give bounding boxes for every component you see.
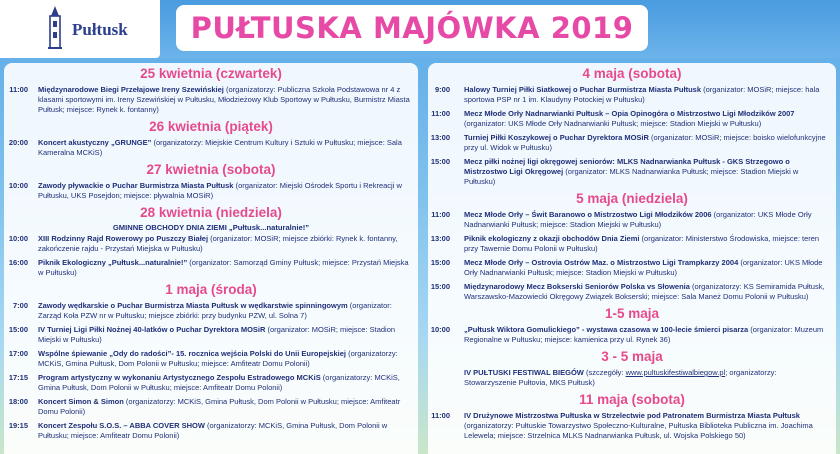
event-item	[428, 368, 836, 388]
header-bar	[0, 0, 840, 58]
logo	[0, 0, 160, 58]
event-details-prefix: (szczegóły:	[583, 368, 626, 377]
event-description	[464, 210, 836, 230]
event-time: 11:00	[9, 85, 28, 94]
event-time: 7:00	[12, 301, 28, 310]
event-time: 10:00	[8, 181, 28, 190]
event-item	[4, 373, 418, 393]
event-name: Mecz Młode Orły – Ostrovia Ostrów Maz. o Mistrzostwo Ligi Trampkarzy 2004	[464, 258, 739, 267]
event-time: 15:00	[430, 282, 450, 291]
event-details: (organizatorzy: KS Semiramida Pułtusk, Warszawsko-Mazowiecki Okręgowy Związek Bokserski; miejsce: Sala Maneż Domu Polonii w Pułtusku)	[464, 282, 825, 301]
event-details: (organizator: Miejski Ośrodek Sportu i Rekreacji w Pułtusku, UKS Posejdon; miejsce: pływalnia MOSiR)	[38, 181, 402, 200]
event-details: (organizatorzy: Publiczna Szkoła Podstawowa nr 4 z klasami sportowymi im. Ireny Szewińskiej w Pułtusku, Młodzieżowy Klub Sportowy w Pułtusku, Burmistrz Miasta Pułtusk; miejsce: Rynek k. fontanny)	[38, 85, 410, 114]
event-details: (organizator: MOSiR; miejsce: Stadion Miejski w Pułtusku)	[38, 325, 396, 344]
event-time: 20:00	[8, 138, 28, 147]
event-time: 9:00	[434, 85, 450, 94]
event-name: Międzynarodowe Biegi Przełajowe Ireny Szewińskiej	[38, 85, 224, 94]
event-item	[4, 138, 418, 158]
event-time: 15:00	[430, 157, 450, 166]
event-details: (organizator: UKS Młode Orły Nadnarwianki Pułtusk; miejsce: Stadion Miejski w Pułtusku)	[464, 210, 812, 229]
event-time: 13:00	[430, 133, 450, 142]
day-heading: 25 kwietnia (czwartek)	[140, 66, 282, 81]
event-description	[464, 411, 836, 441]
page-title: PUŁTUSKA MAJÓWKA 2019	[190, 11, 634, 45]
day-subtitle: GMINNE OBCHODY DNIA ZIEMI „Pułtusk...naturalnie!”	[112, 223, 310, 232]
event-name: Mecz Młode Orły – Świt Baranowo o Mistrzostwo Ligi Młodzików 2006	[464, 210, 712, 219]
event-details: (organizatorzy: MCKiS, Gmina Pułtusk, Dom Polonii w Pułtusku; miejsce: Amfiteatr Domu Polonii)	[38, 349, 398, 368]
event-time: 11:00	[431, 109, 450, 118]
event-description	[38, 373, 418, 393]
event-name: Halowy Turniej Piłki Siatkowej o Puchar Burmistrza Miasta Pułtusk	[464, 85, 702, 94]
event-time: 13:00	[430, 234, 450, 243]
event-details: (organizator: Muzeum Regionalne w Pułtusku; miejsce: kamienica przy ul. Rynek 36)	[464, 325, 824, 344]
right-schedule-panel	[428, 63, 836, 454]
event-name: „Pułtusk Wiktora Gomulickiego” - wystawa czasowa w 100-lecie śmierci pisarza	[464, 325, 749, 334]
event-item	[428, 85, 836, 105]
event-item	[428, 133, 836, 153]
event-description	[464, 368, 836, 388]
event-item	[428, 234, 836, 254]
event-item	[428, 282, 836, 302]
event-description	[464, 85, 836, 105]
event-item	[428, 109, 836, 129]
event-description	[38, 234, 418, 254]
event-item	[428, 411, 836, 441]
event-description	[38, 349, 418, 369]
event-details: (organizatorzy: MCKiS, Gmina Pułtusk, Dom Polonii w Pułtusku; miejsce: Amfiteatr Domu Polonii)	[38, 397, 401, 416]
event-item	[4, 301, 418, 321]
day-heading: 28 kwietnia (niedziela)	[140, 205, 282, 220]
event-name: IV Drużynowe Mistrzostwa Pułtuska w Strzelectwie pod Patronatem Burmistrza Miasta Pułtusk	[464, 411, 800, 420]
logo-text: Pułtusk	[72, 20, 128, 39]
event-description	[38, 181, 418, 201]
event-name: Piknik ekologiczny z okazji obchodów Dnia Ziemi	[464, 234, 640, 243]
event-description	[38, 85, 418, 115]
event-details: (organizator: MOSiR; miejsce: hala sportowa PSP nr 1 im. Klaudyny Potockiej w Pułtusku)	[464, 85, 820, 104]
event-details: ; organizatorzy: Stowarzyszenie Pułtovia, MKS Pułtusk)	[464, 368, 777, 387]
event-item	[4, 397, 418, 417]
event-item	[4, 234, 418, 254]
event-name: XIII Rodzinny Rajd Rowerowy po Puszczy Białej	[38, 234, 209, 243]
event-description	[464, 234, 836, 254]
event-name: Wspólne śpiewanie „Ody do radości”- 15. rocznica wejścia Polski do Unii Europejskiej	[38, 349, 347, 358]
event-time: 18:00	[8, 397, 28, 406]
event-link[interactable]: www.pultuskifestiwalbiegow.pl	[625, 368, 726, 377]
event-name: Mecz piłki nożnej ligi okręgowej seniorów: MLKS Nadnarwianka Pułtusk - GKS Strzegowo o Mistrzostwo Ligi Okręgowej	[464, 157, 790, 176]
event-description	[464, 325, 836, 345]
left-schedule-panel	[4, 63, 418, 454]
event-item	[4, 258, 418, 278]
event-time: 19:15	[8, 421, 28, 430]
event-description	[38, 138, 418, 158]
event-description	[464, 282, 836, 302]
event-time: 17:15	[8, 373, 28, 382]
event-time	[428, 368, 464, 388]
day-heading: 27 kwietnia (sobota)	[146, 162, 276, 177]
event-name: Międzynarodowy Mecz Bokserski Seniorów Polska vs Słowenia	[464, 282, 690, 291]
event-item	[428, 258, 836, 278]
event-time: 17:00	[8, 349, 28, 358]
event-description	[38, 325, 418, 345]
event-name: IV PUŁTUSKI FESTIWAL BIEGÓW	[464, 368, 584, 377]
event-details: (organizatorzy: Pułtuskie Towarzystwo Społeczno-Kulturalne, Pułtuska Biblioteka Publiczna im. Joachima Lelewela; miejsce: Strzelnica MLKS Nadnarwianka Pułtusk, ul. Wojska Polskiego 50)	[464, 421, 813, 440]
event-item	[428, 157, 836, 187]
day-heading: 5 maja (niedziela)	[576, 191, 688, 206]
event-item	[4, 85, 418, 115]
event-details: (organizator: MOSiR; miejsce: boisko wielofunkcyjne przy ul. Widok w Pułtusku)	[464, 133, 826, 152]
event-description	[464, 109, 836, 129]
event-name: IV Turniej Ligi Piłki Nożnej 40-latków o Puchar Dyrektora MOSiR	[38, 325, 266, 334]
event-details: (organizator: UKS Młode Orły Nadnarwianki Pułtusk; miejsce: Stadion Miejski w Pułtusku)	[464, 119, 762, 128]
title-banner	[176, 5, 648, 51]
event-item	[428, 325, 836, 345]
event-time: 16:00	[8, 258, 28, 267]
event-details: (organizatorzy: MCKiS, Gmina Pułtusk, Dom Polonii w Pułtusku; miejsce: Amfiteatr Domu Polonii)	[38, 373, 400, 392]
event-name: Piknik Ekologiczny „Pułtusk...naturalnie!”	[38, 258, 188, 267]
event-time: 10:00	[8, 234, 28, 243]
day-heading: 1 maja (środa)	[165, 282, 257, 297]
event-details: (organizator: UKS Młode Orły Nadnarwianki Pułtusk; miejsce: Stadion Miejski w Pułtusku)	[464, 258, 823, 277]
event-time: 11:00	[431, 411, 450, 420]
event-name: Koncert Simon & Simon	[38, 397, 124, 406]
event-name: Program artystyczny w wykonaniu Artystycznego Zespołu Estradowego MCKiS	[38, 373, 321, 382]
event-item	[4, 325, 418, 345]
event-name: Zawody pływackie o Puchar Burmistrza Miasta Pułtusk	[38, 181, 234, 190]
event-description	[464, 157, 836, 187]
event-description	[38, 421, 418, 441]
day-heading: 11 maja (sobota)	[579, 392, 685, 407]
event-details: (organizatorzy: Miejskie Centrum Kultury i Sztuki w Pułtusku; miejsce: Sala Kameralna MCKiS)	[38, 138, 402, 157]
event-description	[38, 301, 418, 321]
event-details: (organizator: Ministerstwo Środowiska, miejsce: teren przy Tawernie Domu Polonii w Pułtusku)	[464, 234, 820, 253]
event-details: (organizator: Zarząd Koła PZW nr w Pułtusku; miejsce zbiórki: przy budynku PZW, ul. Solna 7)	[38, 301, 392, 320]
event-details: (organizator: MLKS Nadnarwianka Pułtusk; miejsce: Stadion Miejski w Pułtusku)	[464, 167, 799, 186]
event-description	[38, 258, 418, 278]
event-time: 10:00	[430, 325, 450, 334]
event-details: (organizator: Samorząd Gminy Pułtusk; miejsce: Przystań Miejska w Pułtusku)	[38, 258, 409, 277]
event-name: Koncert Zespołu S.O.S. – ABBA COVER SHOW	[38, 421, 205, 430]
event-name: Mecz Młode Orły Nadnarwianki Pułtusk – Opia Opinogóra o Mistrzostwo Ligi Młodzików 2007	[464, 109, 795, 118]
event-description	[38, 397, 418, 417]
event-name: Zawody wędkarskie o Puchar Burmistrza Miasta Pułtusk w wędkarstwie spinningowym	[38, 301, 348, 310]
day-heading: 4 maja (sobota)	[582, 66, 682, 81]
event-details: (organizator: MOSiR; miejsce zbiórki: Rynek k. fontanny, zakończenie rajdu - Przystań Miejska w Pułtusku)	[38, 234, 398, 253]
day-heading: 3 - 5 maja	[601, 349, 663, 364]
event-name: Koncert akustyczny „GRUNGE”	[38, 138, 152, 147]
tower-icon	[46, 6, 64, 50]
event-description	[464, 258, 836, 278]
event-details: (organizatorzy: MCKiS, Gmina Pułtusk, Dom Polonii w Pułtusku; miejsce: Amfiteatr Domu Polonii)	[38, 421, 388, 440]
event-item	[4, 181, 418, 201]
event-item	[428, 210, 836, 230]
day-heading: 1-5 maja	[604, 306, 660, 321]
event-description	[464, 133, 836, 153]
event-time: 15:00	[8, 325, 28, 334]
event-time: 11:00	[431, 210, 450, 219]
event-item	[4, 349, 418, 369]
event-name: Turniej Piłki Koszykowej o Puchar Dyrektora MOSiR	[464, 133, 649, 142]
event-time: 15:00	[430, 258, 450, 267]
day-heading: 26 kwietnia (piątek)	[149, 119, 273, 134]
event-item	[4, 421, 418, 441]
